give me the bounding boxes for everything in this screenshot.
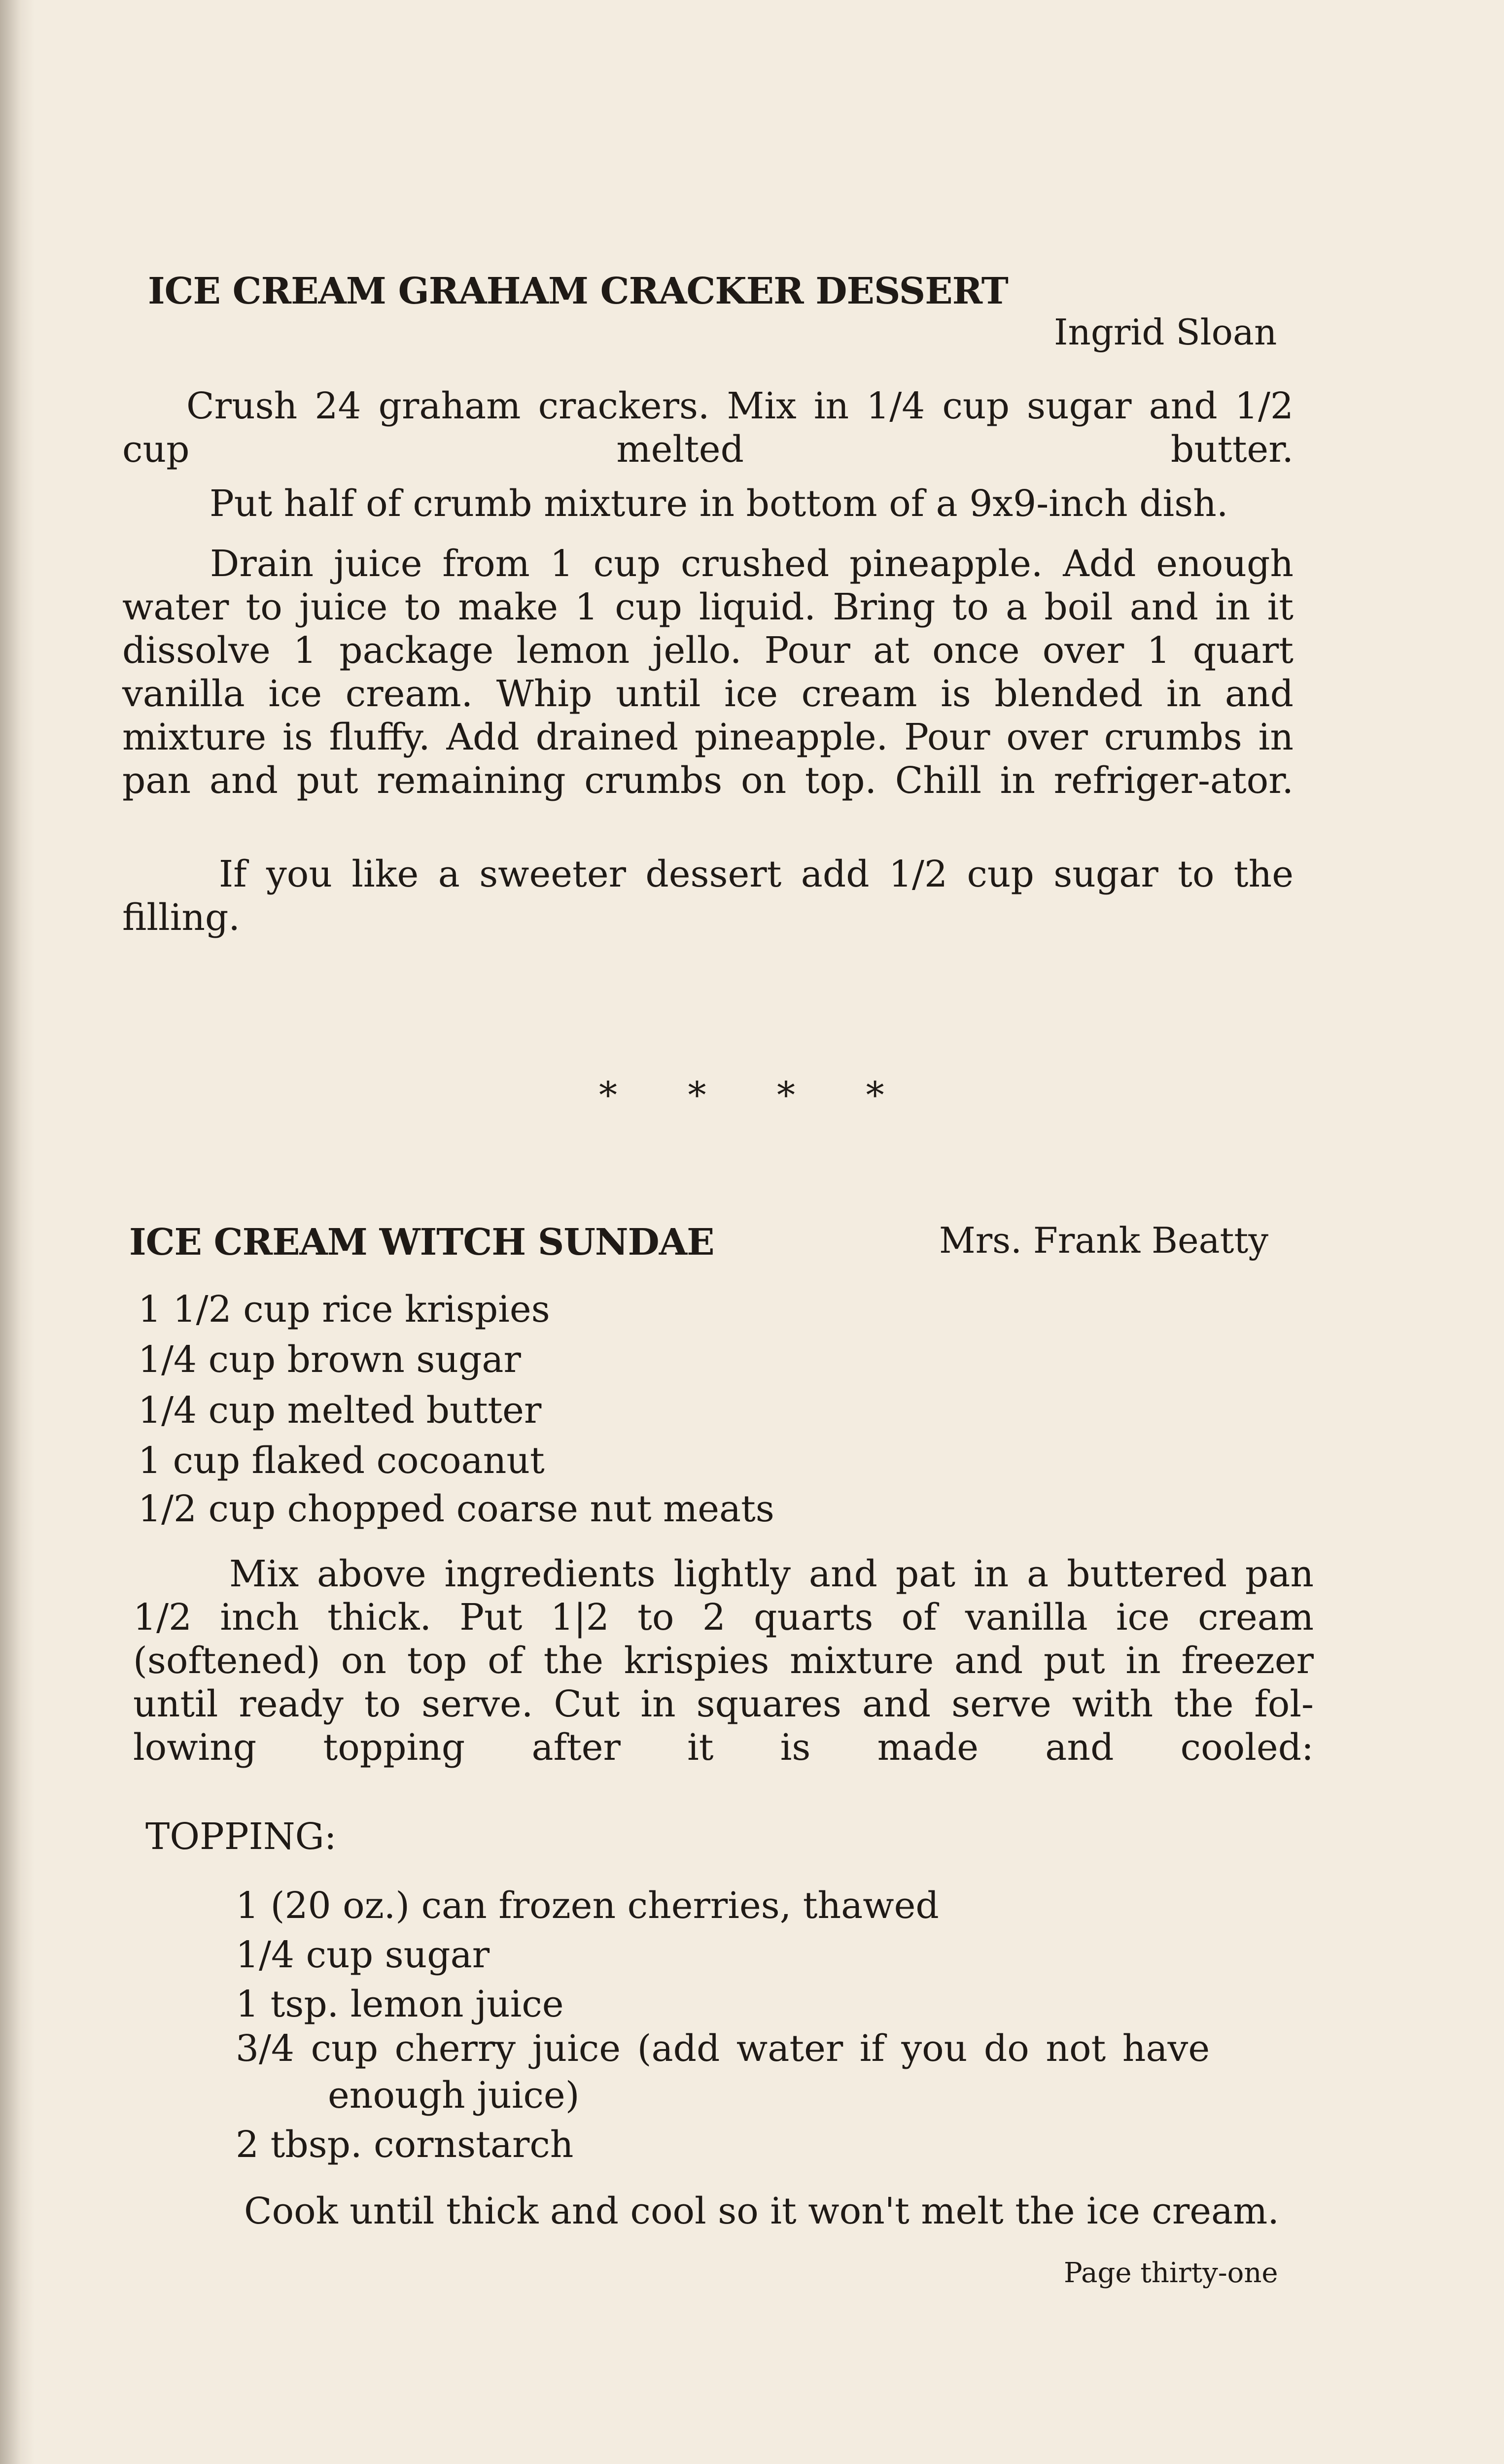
section-separator: * * * * [599,1074,914,1117]
recipe1-paragraph-1: Crush 24 graham crackers. Mix in 1/4 cup sugar and 1/2 cup melted butter. [122,385,1294,471]
recipe1-paragraph-2: Put half of crumb mixture in bottom of a 9x9-inch dish. [210,482,1228,525]
topping-item: 2 tbsp. cornstarch [236,2123,574,2166]
ingredient-item: 1/4 cup melted butter [138,1389,542,1432]
topping-heading: TOPPING: [145,1815,337,1858]
recipe2-instructions: Mix above ingredients lightly and pat in a buttered pan 1/2 inch thick. Put 1|2 to 2 quarts of vanilla ice cream (softened) on top of the krispies mixture and put in freezer until ready to serve. Cut in squares and serve with the fol-lowing topping after it is made and cooled: [133,1553,1314,1769]
ingredient-item: 1/2 cup chopped coarse nut meats [138,1488,774,1530]
recipe-title-graham-cracker-dessert: ICE CREAM GRAHAM CRACKER DESSERT [148,270,1008,312]
recipe1-paragraph-4: If you like a sweeter dessert add 1/2 cup sugar to the filling. [122,853,1294,939]
ingredient-item: 1 1/2 cup rice krispies [138,1288,550,1331]
recipe1-paragraph-3: Drain juice from 1 cup crushed pineapple. Add enough water to juice to make 1 cup liquid. Bring to a boil and in it dissolve 1 package lemon jello. Pour at once over 1 quart vanilla ice cream. Whip until ice cream is blended in and mixture is fluffy. Add drained pineapple. Pour over crumbs in pan and put remaining crumbs on top. Chill in refriger-ator. [122,543,1294,802]
topping-item: 1/4 cup sugar [236,1934,490,1976]
page-number: Page thirty-one [1064,2257,1278,2289]
recipe-title-witch-sundae: ICE CREAM WITCH SUNDAE [129,1221,714,1264]
recipe-author-frank-beatty: Mrs. Frank Beatty [939,1220,1269,1261]
topping-item-continuation: enough juice) [328,2074,580,2117]
topping-item: 1 (20 oz.) can frozen cherries, thawed [236,1884,939,1927]
topping-item: 3/4 cup cherry juice (add water if you do not have [236,2027,1210,2070]
ingredient-item: 1/4 cup brown sugar [138,1338,521,1381]
recipe2-closing: Cook until thick and cool so it won't melt the ice cream. [244,2190,1279,2232]
topping-item: 1 tsp. lemon juice [236,1983,564,2025]
recipe-author-ingrid-sloan: Ingrid Sloan [1054,311,1277,353]
ingredient-item: 1 cup flaked cocoanut [138,1439,545,1482]
